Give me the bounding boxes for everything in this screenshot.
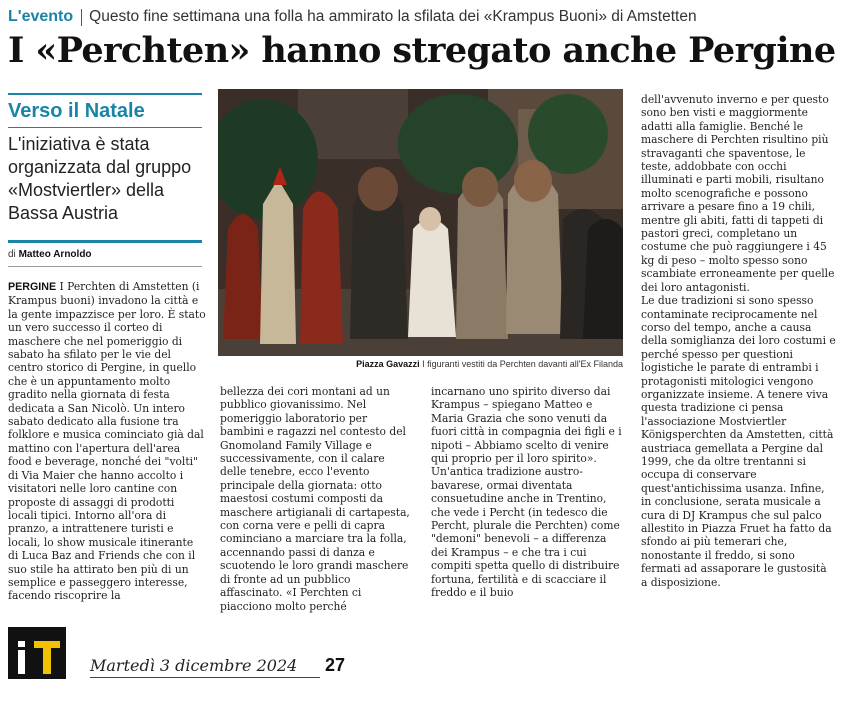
newspaper-logo [8,627,66,679]
byline-author: Matteo Arnoldo [18,249,92,260]
topic-label: Verso il Natale [8,100,145,122]
kicker-divider [81,9,82,26]
headline: I «Perchten» hanno stregato anche Pergine [8,30,836,71]
kicker [8,6,697,28]
article-column-4 [641,93,836,589]
caption-text: I figuranti vestiti da Perchten davanti all'Ex Filanda [419,359,623,369]
issue-date: Martedì 3 dicembre 2024 [90,656,298,675]
byline [8,249,92,260]
deck: L'iniziativa è stata organizzata dal gruppo «Mostviertler» della Bassa Austria [8,134,192,223]
byline-prefix: di [8,249,16,260]
dateline: PERGINE [8,281,57,293]
section-label: L'evento [8,8,74,25]
photo-caption [218,358,623,370]
body-paragraph: Un'antica tradizione austro-bavarese, ormai diventata consuetudine anche in Trentino, che vede i Percht (in tedesco die Percht, plurale die Perchten) come "demoni" benevoli – a differenza dei Krampus – e che tra i cui compiti spetta quello di distribuire fortuna, fertilità e di scacciare il freddo e il buio [431,465,620,600]
article-photo [218,89,623,356]
kicker-subhead: Questo fine settimana una folla ha ammirato la sfilata dei «Krampus Buoni» di Amstetten [89,8,697,25]
body-paragraph: incarnano uno spirito diverso dai Krampus – spiegano Matteo e Maria Grazia che sono venuti da fuori città in compagnia dei figli e i nipoti – Abbiamo scelto di venire qui proprio per il loro spirito». [431,385,622,466]
byline-rule [8,266,202,267]
topic-rule [8,93,202,95]
article-column-3 [431,385,624,600]
deck-rule [8,240,202,243]
article-column-1 [8,280,206,603]
page-number: 27 [325,655,346,675]
caption-place: Piazza Gavazzi [356,359,420,369]
body-paragraph: I Perchten di Amstetten (i Krampus buoni) invadono la città e la gente impazzisce per loro. È stato un vero successo il corteo di maschere che nel pomeriggio di sabato ha sfilato per le vie del centro storico di Pergine, in quello che è un appuntamento molto gradito nella giornata di festa dedicata a San Nicolò. Un intero sabato dedicato alla fusione tra folklore e musica cominciato già dal mattino con l'apertura dell'area food e beverage, nonché dei "volti" di Via Maier che hanno accolto i visitatori nelle loro cantine con proposte di assaggi di prodotti locali tipici. Intorno all'ora di pranzo, a intrattenere turisti e locali, lo show musicale itinerante di Luca Baz and Friends che con il suo stile ha attirato ben più di un semplice e passeggero interesse, facendo riscoprire la [8,280,206,603]
article-column-2 [220,385,413,613]
topic-underline [8,127,202,128]
body-paragraph: bellezza dei cori montani ad un pubblico giovanissimo. Nel pomeriggio laboratorio per bambini e ragazzi nel contesto del Gnomoland Family Village e successivamente, con il calare delle tenebre, ecco l'evento principale della giornata: otto maestosi costumi composti da maschere artigianali di cartapesta, con corna vere e pelli di capra cominciano a marciare tra la folla, accennando passi di danza e scuotendo le loro grandi maschere di fronte ad un pubblico affascinato. «I Perchten ci piacciono molto perché [220,385,410,613]
body-paragraph: Le due tradizioni si sono spesso contaminate reciprocamente nel corso del tempo, anche a causa della somiglianza dei loro costumi e perché spesso per questioni logistiche le parate di entrambi i protagonisti mitologici vengono organizzate insieme. A tenere viva questa tradizione ci pensa l'associazione Mostviertler Königsperchten da Amstetten, città austriaca gemellata a Pergine dal 1999, che da oltre trentanni si occupa di conservare quest'antichissima usanza. Infine, in conclusione, serata musicale a cura di DJ Krampus che sul palco allestito in Piazza Fruet ha fatto da sfondo ai più temerari che, nonostante il freddo, si sono fermati ad assaporare le gustosità a disposizione. [641,294,836,589]
footer-rule [90,677,320,678]
body-paragraph: dell'avvenuto inverno e per questo sono ben visti e maggiormente adatti alla famiglie. Benché le maschere di Perchten risultino più stravaganti che spaventose, le teste, addobbate con occhi illuminati e parti mobili, risultano molto scenografiche e possono arrivare a pesare fino a 19 chili, mentre gli abiti, fatti di tappeti di pastori greci, completano un costume che può raggiungere i 45 kg di peso – molto spesso sono scambiate erroneamente per quelle dei loro antagonisti. [641,93,835,294]
perchten-parade-image [218,89,623,356]
